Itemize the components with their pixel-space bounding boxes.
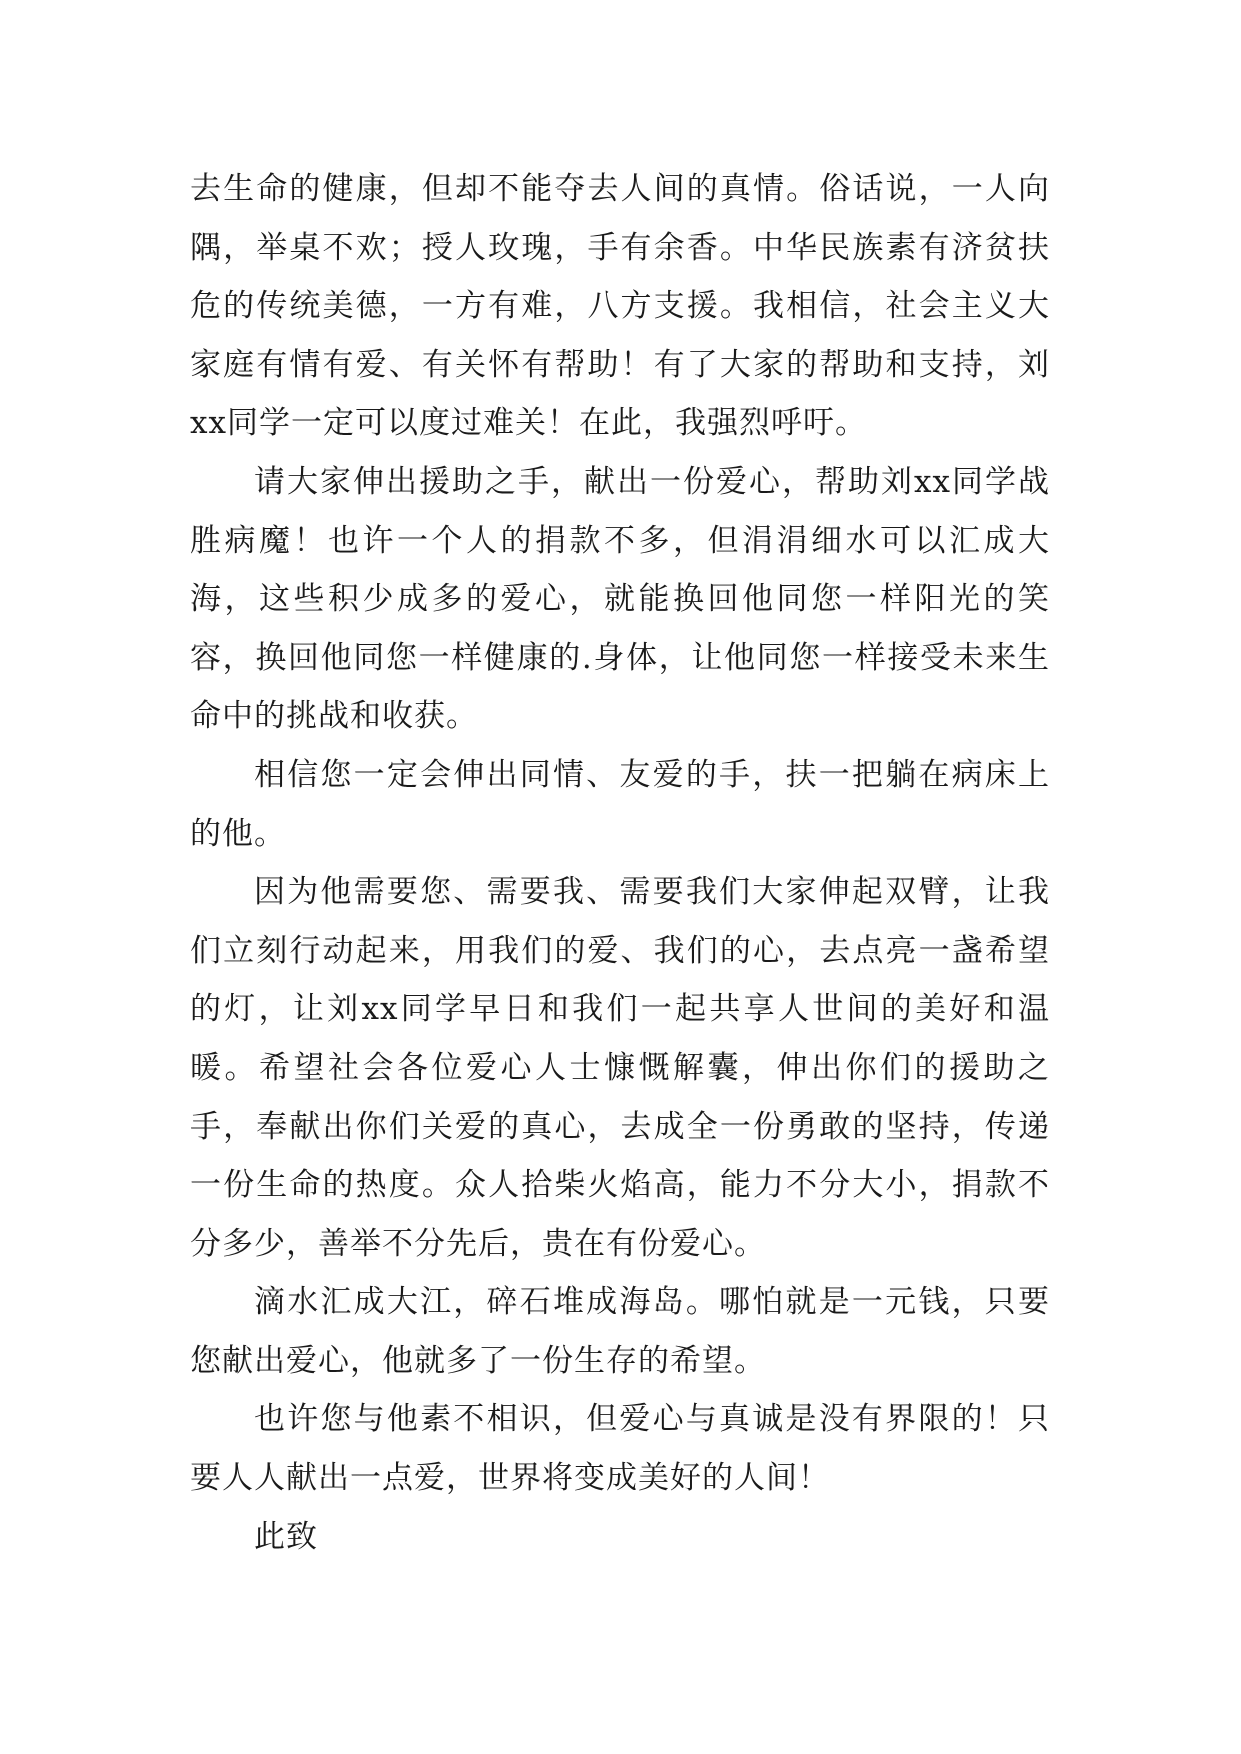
closing-salutation: 此致 bbox=[254, 1518, 318, 1555]
paragraph-belief: 相信您一定会伸出同情、友爱的手，扶一把躺在病床上的他。 bbox=[190, 756, 1050, 852]
paragraph-love-has-no-bounds: 也许您与他素不相识，但爱心与真诚是没有界限的！只要人人献出一点爱，世界将变成美好的人间！ bbox=[190, 1401, 1050, 1497]
paragraph-appeal: 请大家伸出援助之手，献出一份爱心，帮助刘xx同学战胜病魔！也许一个人的捐款不多，但涓涓细水可以汇成大海，这些积少成多的爱心，就能换回他同您一样阳光的笑容，换回他同您一样健康的.身体，让他同您一样接受未来生命中的挑战和收获。 bbox=[190, 463, 1050, 735]
paragraph-every-bit-counts: 滴水汇成大江，碎石堆成海岛。哪怕就是一元钱，只要您献出爱心，他就多了一份生存的希望。 bbox=[190, 1284, 1050, 1379]
letter-body bbox=[190, 160, 1050, 1566]
paragraph-continuation: 去生命的健康，但却不能夺去人间的真情。俗话说，一人向隅，举桌不欢；授人玫瑰，手有余香。中华民族素有济贫扶危的传统美德，一方有难，八方支援。我相信，社会主义大家庭有情有爱、有关怀有帮助！有了大家的帮助和支持，刘xx同学一定可以度过难关！在此，我强烈呼吁。 bbox=[190, 171, 1050, 442]
paragraph-call-to-action: 因为他需要您、需要我、需要我们大家伸起双臂，让我们立刻行动起来，用我们的爱、我们的心，去点亮一盏希望的灯，让刘xx同学早日和我们一起共享人世间的美好和温暖。希望社会各位爱心人士慷慨解囊，伸出你们的援助之手，奉献出你们关爱的真心，去成全一份勇敢的坚持，传递一份生命的热度。众人拾柴火焰高，能力不分大小，捐款不分多少，善举不分先后，贵在有份爱心。 bbox=[190, 874, 1050, 1262]
